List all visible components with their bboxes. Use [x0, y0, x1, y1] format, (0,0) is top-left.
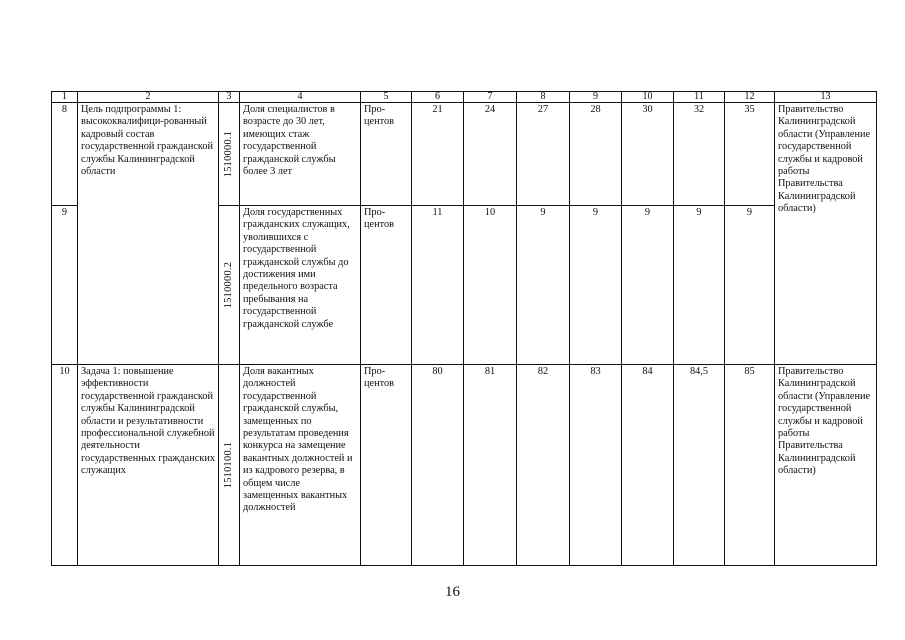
- value-cell: 9: [570, 206, 622, 365]
- goal-text: Цель подпрограммы 1: высококвалифици-рованный кадровый состав государственной гражданской службы Калининградской области: [78, 103, 219, 365]
- goal-text: Задача 1: повышение эффективности государственной гражданской службы Калининградской области и результативности профессиональной служебной деятельности государственных гражданских служащих: [78, 365, 219, 566]
- value-cell: 21: [412, 103, 464, 206]
- indicators-table: [51, 91, 877, 566]
- value-cell: 82: [517, 365, 570, 566]
- table-row: [52, 365, 877, 566]
- value-cell: 9: [674, 206, 725, 365]
- table-row: [52, 103, 877, 206]
- column-number: 2: [78, 92, 219, 103]
- value-cell: 83: [570, 365, 622, 566]
- responsible: Правительство Калининградской области (Управление государственной службы и кадровой работы Правительства Калининградской области): [775, 103, 877, 365]
- page-number: 16: [445, 584, 460, 600]
- indicator-code-text: 1510000.1: [222, 130, 234, 178]
- value-cell: 81: [464, 365, 517, 566]
- column-number: 8: [517, 92, 570, 103]
- value-cell: 10: [464, 206, 517, 365]
- column-number: 6: [412, 92, 464, 103]
- responsible: Правительство Калининградской области (Управление государственной службы и кадровой работы Правительства Калининградской области): [775, 365, 877, 566]
- value-cell: 28: [570, 103, 622, 206]
- value-cell: 84,5: [674, 365, 725, 566]
- value-cell: 27: [517, 103, 570, 206]
- indicator-name: Доля вакантных должностей государственной гражданской службы, замещенных по результатам проведения конкурса на замещение вакантных должностей и из кадрового резерва, в общем числе замещенных вакантных должностей: [240, 365, 361, 566]
- value-cell: 32: [674, 103, 725, 206]
- indicator-name: Доля государственных гражданских служащих, уволившихся с государственной гражданской службы до достижения ими предельного возраста пребывания на государственной гражданской службе: [240, 206, 361, 365]
- indicator-name: Доля специалистов в возрасте до 30 лет, имеющих стаж государственной гражданской службы более 3 лет: [240, 103, 361, 206]
- value-cell: 80: [412, 365, 464, 566]
- value-cell: 30: [622, 103, 674, 206]
- unit: Про-центов: [361, 365, 412, 566]
- column-number: 11: [674, 92, 725, 103]
- column-number: 1: [52, 92, 78, 103]
- row-number: 8: [52, 103, 78, 206]
- indicator-code: [219, 206, 240, 365]
- indicator-code-text: 1510000.2: [222, 261, 234, 309]
- column-number: 3: [219, 92, 240, 103]
- indicator-code: [219, 365, 240, 566]
- column-number: 7: [464, 92, 517, 103]
- indicator-code: [219, 103, 240, 206]
- row-number: 10: [52, 365, 78, 566]
- unit: Про-центов: [361, 103, 412, 206]
- value-cell: 9: [725, 206, 775, 365]
- column-number: 9: [570, 92, 622, 103]
- value-cell: 9: [622, 206, 674, 365]
- column-number: 13: [775, 92, 877, 103]
- value-cell: 35: [725, 103, 775, 206]
- value-cell: 24: [464, 103, 517, 206]
- indicator-code-text: 1510100.1: [222, 441, 234, 489]
- column-number-row: [52, 92, 877, 103]
- column-number: 5: [361, 92, 412, 103]
- column-number: 12: [725, 92, 775, 103]
- row-number: 9: [52, 206, 78, 365]
- unit: Про-центов: [361, 206, 412, 365]
- column-number: 4: [240, 92, 361, 103]
- value-cell: 84: [622, 365, 674, 566]
- value-cell: 9: [517, 206, 570, 365]
- column-number: 10: [622, 92, 674, 103]
- value-cell: 85: [725, 365, 775, 566]
- value-cell: 11: [412, 206, 464, 365]
